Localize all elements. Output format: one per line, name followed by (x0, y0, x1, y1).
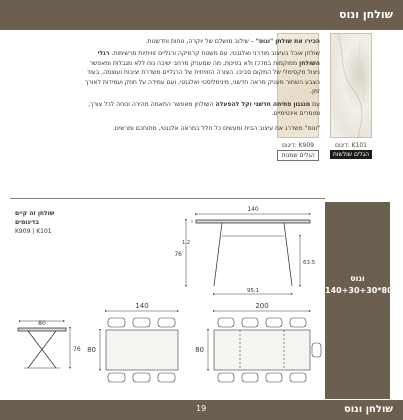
plan-large (208, 311, 321, 382)
footer-title: שולחן ונוס (343, 404, 393, 415)
side-elevation (18, 321, 70, 368)
swatch-k909-tag: הגלים שמנות (277, 150, 319, 161)
plan-small (100, 311, 178, 382)
swatch-k909-code: דיגום: K909 (281, 142, 315, 149)
front-top-label: 1.2 (182, 240, 190, 246)
front-height-label: 76 (174, 251, 182, 258)
front-span-label: 95.1 (246, 288, 260, 294)
swatch-k101-code: דיגום: K101 (334, 142, 368, 149)
plan-large-depth-label: 80 (195, 346, 204, 354)
product-title: שולחן זה קיים (15, 210, 55, 217)
header-band (0, 0, 403, 30)
side-height-label: 76 (73, 346, 81, 353)
plan-small-depth-label: 80 (87, 346, 96, 354)
marble-veins (330, 33, 372, 138)
model-panel (325, 202, 393, 399)
product-subtitle: בדיגומים (15, 219, 39, 226)
plan-small-width-label: 140 (135, 302, 149, 310)
model-dims: 140+30+30*80 (325, 286, 393, 295)
intro-p3: עם מנגנון פתיחה חדשני וקל להפעלה השולחן מאפשר התאמה מהירה ונוחה לכל צורך, ומומרים אינטימיים. (88, 100, 320, 118)
intro-p4: "ונוס" משדרג את עיצוב הבית ומעשים כל חלל במראה אלגנטי, מתוחכם ומרשים. (112, 124, 320, 132)
side-width-label: 80 (38, 320, 46, 327)
front-inner-label: 63.5 (303, 260, 316, 266)
footer-band (0, 400, 403, 420)
intro-p2: שולחן אוכל בעיצוב מודרני ואלגנטי, עם משטח קרמיקה ורגליים זוויתיות מרשימות. רגלי השולחן ממוקמות במרכז ולא בפינות, מה שמעניק מרחב ישיבה נוח ללא מגבלות ומאפשר ניצול מקסימלי של המקום סביבו. הצורה הזוויתית של הרגליים משדרת יציבות ועוצמה, בעוד הצבע השחור מעניק מראה חדשני, מינימליסטי ואלגנטי, ועם עמידה על חוזק ועמידות לאורך זמן. (85, 50, 320, 96)
model-name: ונוס (350, 274, 365, 283)
technical-drawings (0, 198, 325, 400)
page-title: שולחן ונוס (339, 8, 393, 21)
front-elevation (186, 214, 310, 294)
product-codes: K909 | K101 (15, 228, 52, 235)
page-number: 19 (196, 404, 207, 413)
intro-text (80, 37, 320, 133)
intro-p1: הכירו את שולחן "ונוס" – שילוב מושלם של יוקרה, נוחות וחדשנות. (145, 38, 320, 45)
plan-large-width-label: 200 (255, 302, 269, 310)
swatch-k101-tag: הגלים שולשות (330, 150, 372, 159)
front-width-label: 140 (247, 206, 259, 213)
